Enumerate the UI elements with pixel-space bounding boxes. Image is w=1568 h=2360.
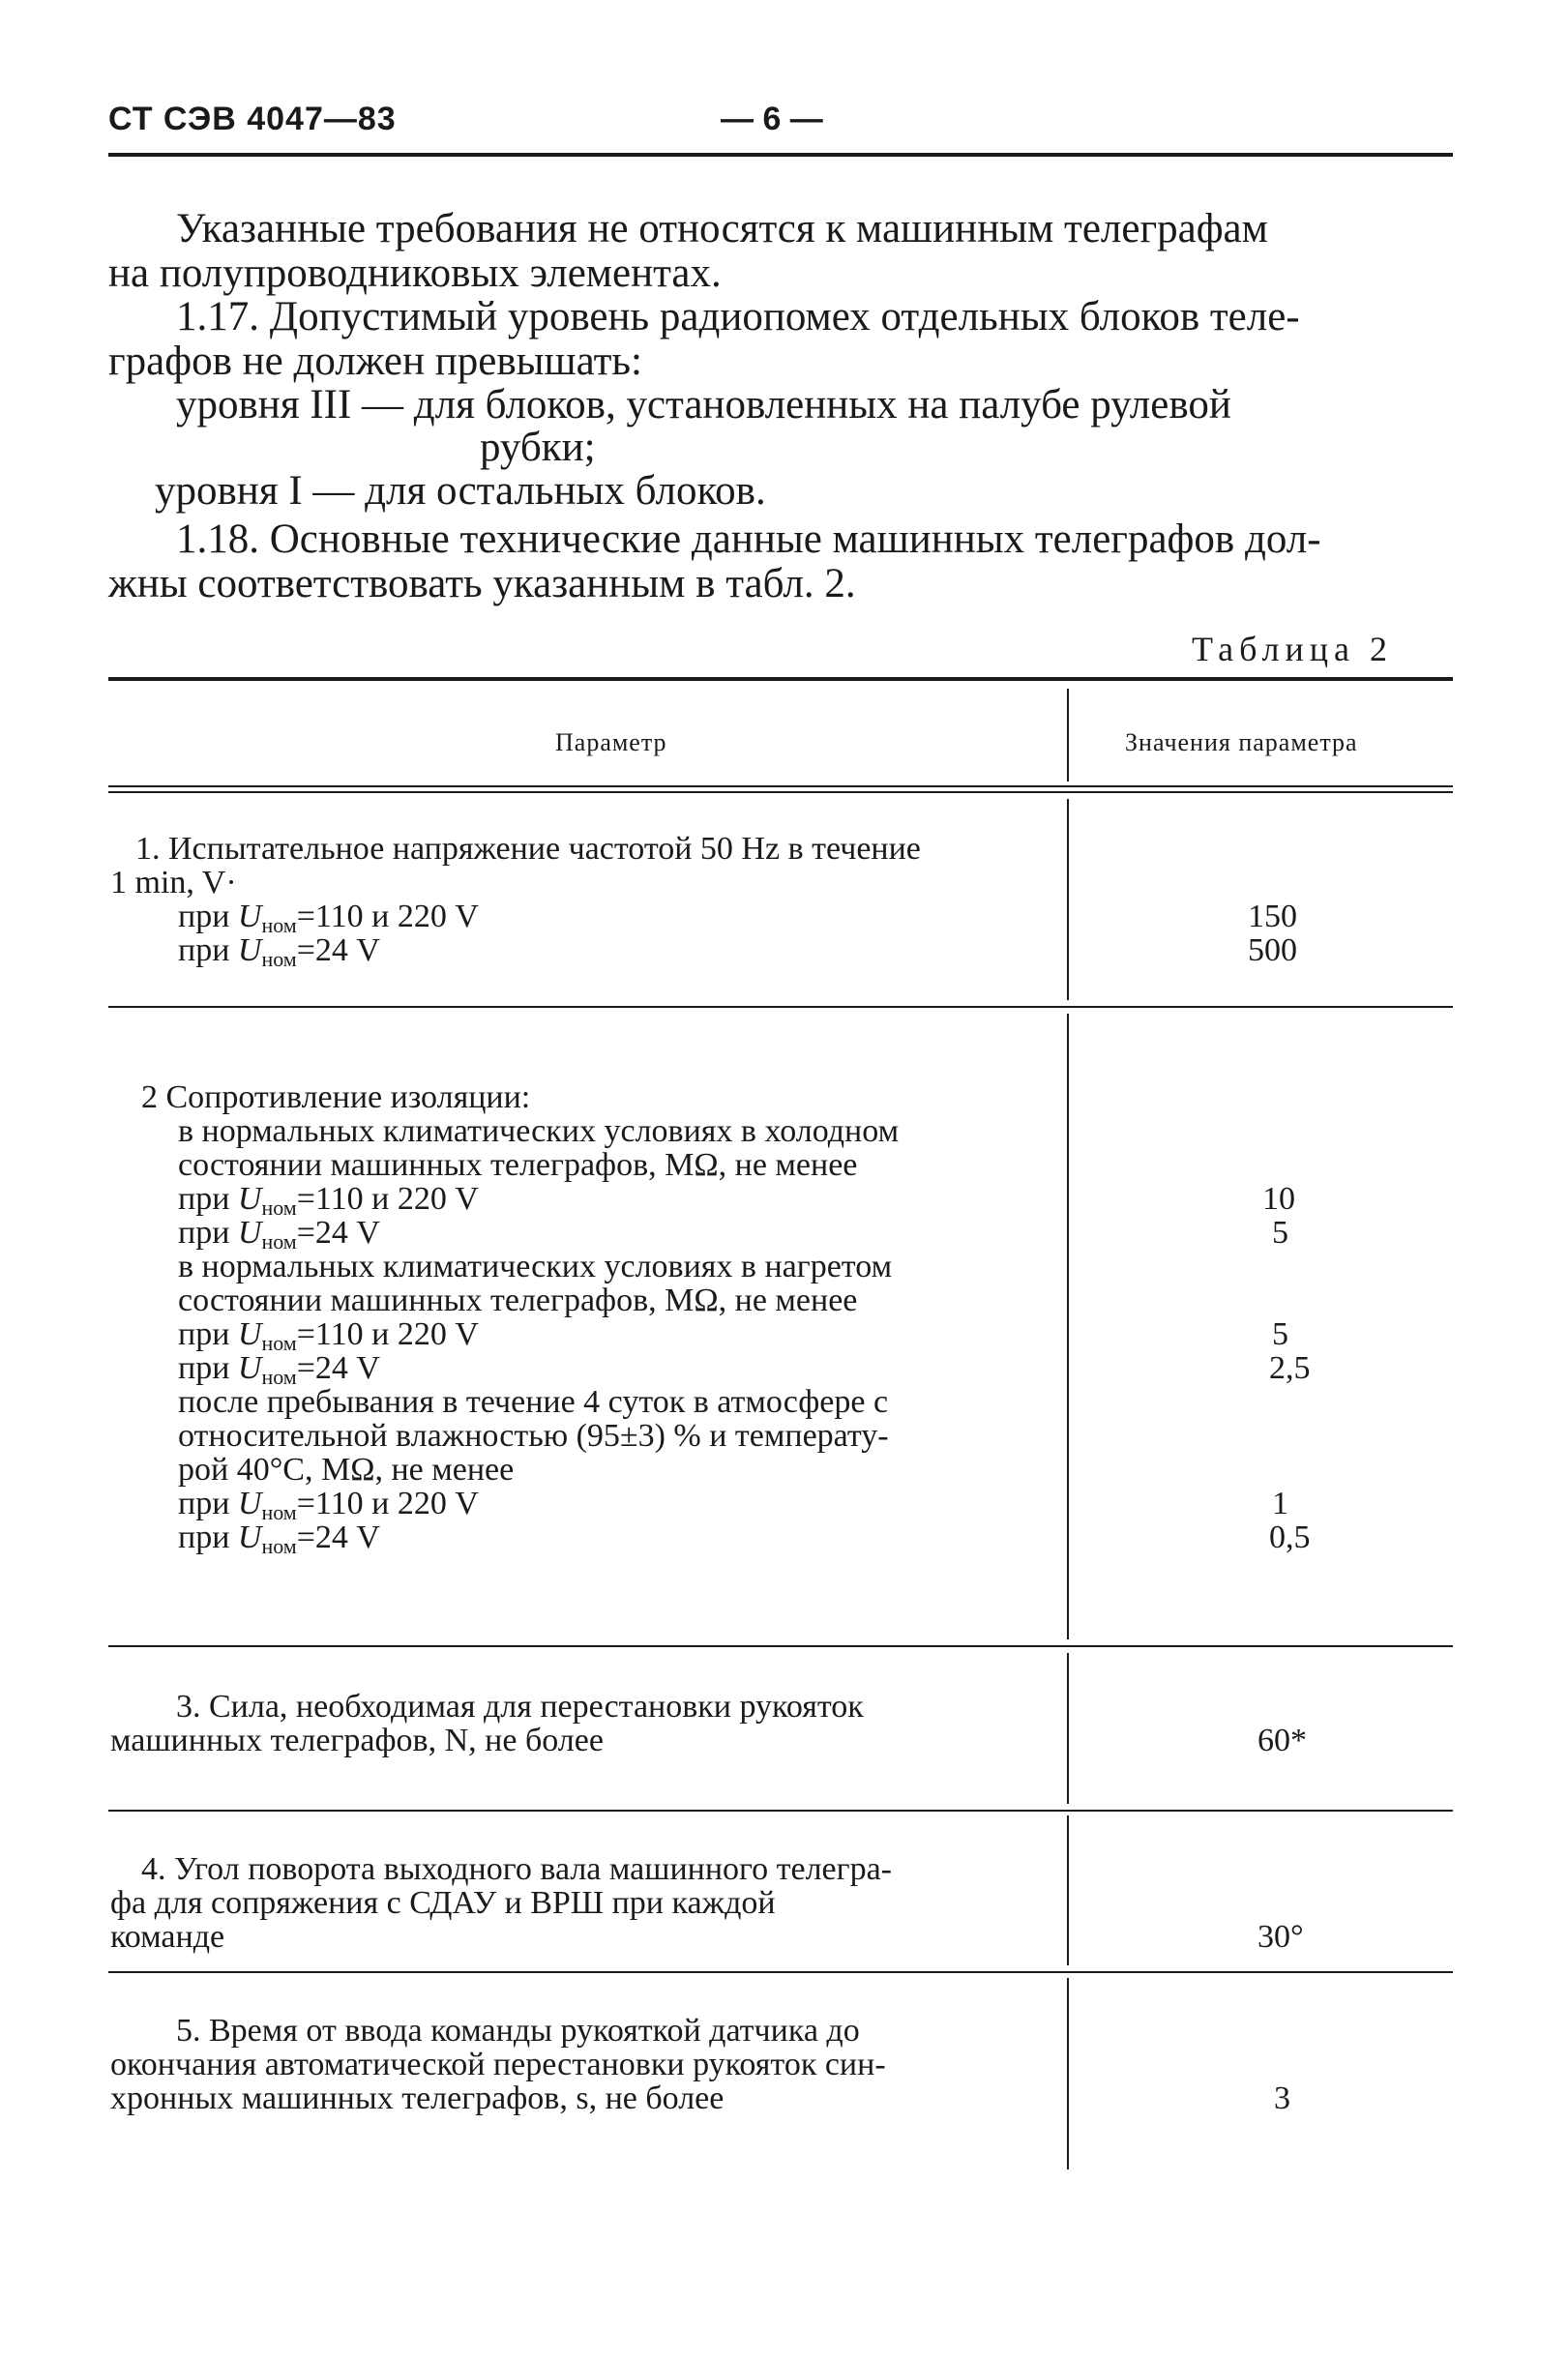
table-cell-text: 1 min, V· [110, 865, 237, 900]
row-separator [108, 1810, 1453, 1812]
table-value: 10 [1262, 1181, 1295, 1217]
table-value: 60* [1257, 1723, 1307, 1758]
table-cell-text: машинных телеграфов, N, не более [110, 1723, 604, 1758]
table-cell-text: при $U_{ном}=24$ V [178, 1215, 380, 1254]
table-value: 500 [1248, 932, 1297, 968]
table-value: 30° [1257, 1919, 1304, 1955]
column-divider [1067, 1815, 1069, 1965]
paragraph-line: графов не должен превышать: [108, 339, 642, 384]
table-cell-text: 3. Сила, необходимая для перестановки рукояток [176, 1689, 864, 1725]
table-cell-text: окончания автоматической перестановки рукояток син- [110, 2047, 886, 2082]
table-cell-text: фа для сопряжения с СДАУ и ВРШ при каждой [110, 1885, 776, 1921]
table-cell-text: при $U_{ном}=24$ V [178, 1519, 380, 1558]
column-header-parameter: Параметр [555, 728, 667, 756]
table-cell-text: относительной влажностью (95±3) % и температу- [178, 1418, 889, 1454]
table-cell-text: после пребывания в течение 4 суток в атмосфере с [178, 1384, 889, 1420]
table-value: 1 [1272, 1486, 1288, 1521]
table-value: 5 [1272, 1316, 1288, 1352]
column-divider [1067, 1653, 1069, 1804]
table-cell-text: команде [110, 1919, 225, 1955]
row-separator [108, 1645, 1453, 1647]
table-value: 0,5 [1269, 1519, 1311, 1555]
paragraph-line: 1.17. Допустимый уровень радиопомех отдельных блоков теле- [176, 294, 1300, 339]
table-cell-text: в нормальных климатических условиях в холодном [178, 1113, 900, 1149]
table-header-rule [108, 785, 1453, 787]
table-top-rule [108, 677, 1453, 681]
table-cell-text: в нормальных климатических условиях в нагретом [178, 1249, 893, 1284]
column-divider [1067, 799, 1069, 1000]
paragraph-line: на полупроводниковых элементах. [108, 251, 722, 296]
table-cell-text: при $U_{ном}=110$ и 220 V [178, 1316, 479, 1355]
table-cell-text: 5. Время от ввода команды рукояткой датчика до [176, 2013, 860, 2049]
table-cell-text: хронных машинных телеграфов, s, не более [110, 2080, 725, 2116]
table-value: 3 [1274, 2080, 1290, 2116]
table-cell-text: 4. Угол поворота выходного вала машинного телегра- [141, 1851, 893, 1887]
row-separator [108, 1971, 1453, 1973]
table-cell-text: состоянии машинных телеграфов, МΩ, не менее [178, 1283, 858, 1318]
header-rule [108, 153, 1453, 157]
table-header-rule [108, 791, 1453, 793]
column-divider [1067, 1978, 1069, 2169]
page-number: — 6 — [721, 101, 823, 137]
table-cell-text: рой 40°C, МΩ, не менее [178, 1452, 515, 1488]
row-separator [108, 1006, 1453, 1008]
paragraph-line: 1.18. Основные технические данные машинных телеграфов дол- [176, 516, 1321, 562]
table-cell-text: при $U_{ном}=110$ и 220 V [178, 1486, 479, 1524]
paragraph-line: рубки; [480, 425, 596, 470]
paragraph-line: Указанные требования не относятся к машинным телеграфам [176, 206, 1268, 251]
table-caption: Таблица 2 [1192, 630, 1393, 668]
column-divider [1067, 1014, 1069, 1639]
document-code: СТ СЭВ 4047—83 [108, 101, 397, 137]
table-cell-text: 2 Сопротивление изоляции: [141, 1079, 531, 1115]
table-cell-text: при $U_{ном}=110$ и 220 V [178, 899, 479, 937]
paragraph-line: уровня I — для остальных блоков. [155, 468, 766, 514]
table-cell-text: состоянии машинных телеграфов, МΩ, не менее [178, 1147, 858, 1183]
table-value: 2,5 [1269, 1350, 1311, 1386]
table-cell-text: при $U_{ном}=24$ V [178, 1350, 380, 1389]
table-cell-text: 1. Испытательное напряжение частотой 50 Hz в течение [135, 831, 921, 867]
column-header-value: Значения параметра [1125, 728, 1358, 756]
paragraph-line: уровня III — для блоков, установленных на палубе рулевой [176, 382, 1231, 428]
table-cell-text: при $U_{ном}=24$ V [178, 932, 380, 971]
paragraph-line: жны соответствовать указанным в табл. 2. [108, 561, 856, 606]
table-value: 5 [1272, 1215, 1288, 1251]
column-divider [1067, 689, 1069, 782]
table-cell-text: при $U_{ном}=110$ и 220 V [178, 1181, 479, 1220]
table-value: 150 [1248, 899, 1297, 934]
